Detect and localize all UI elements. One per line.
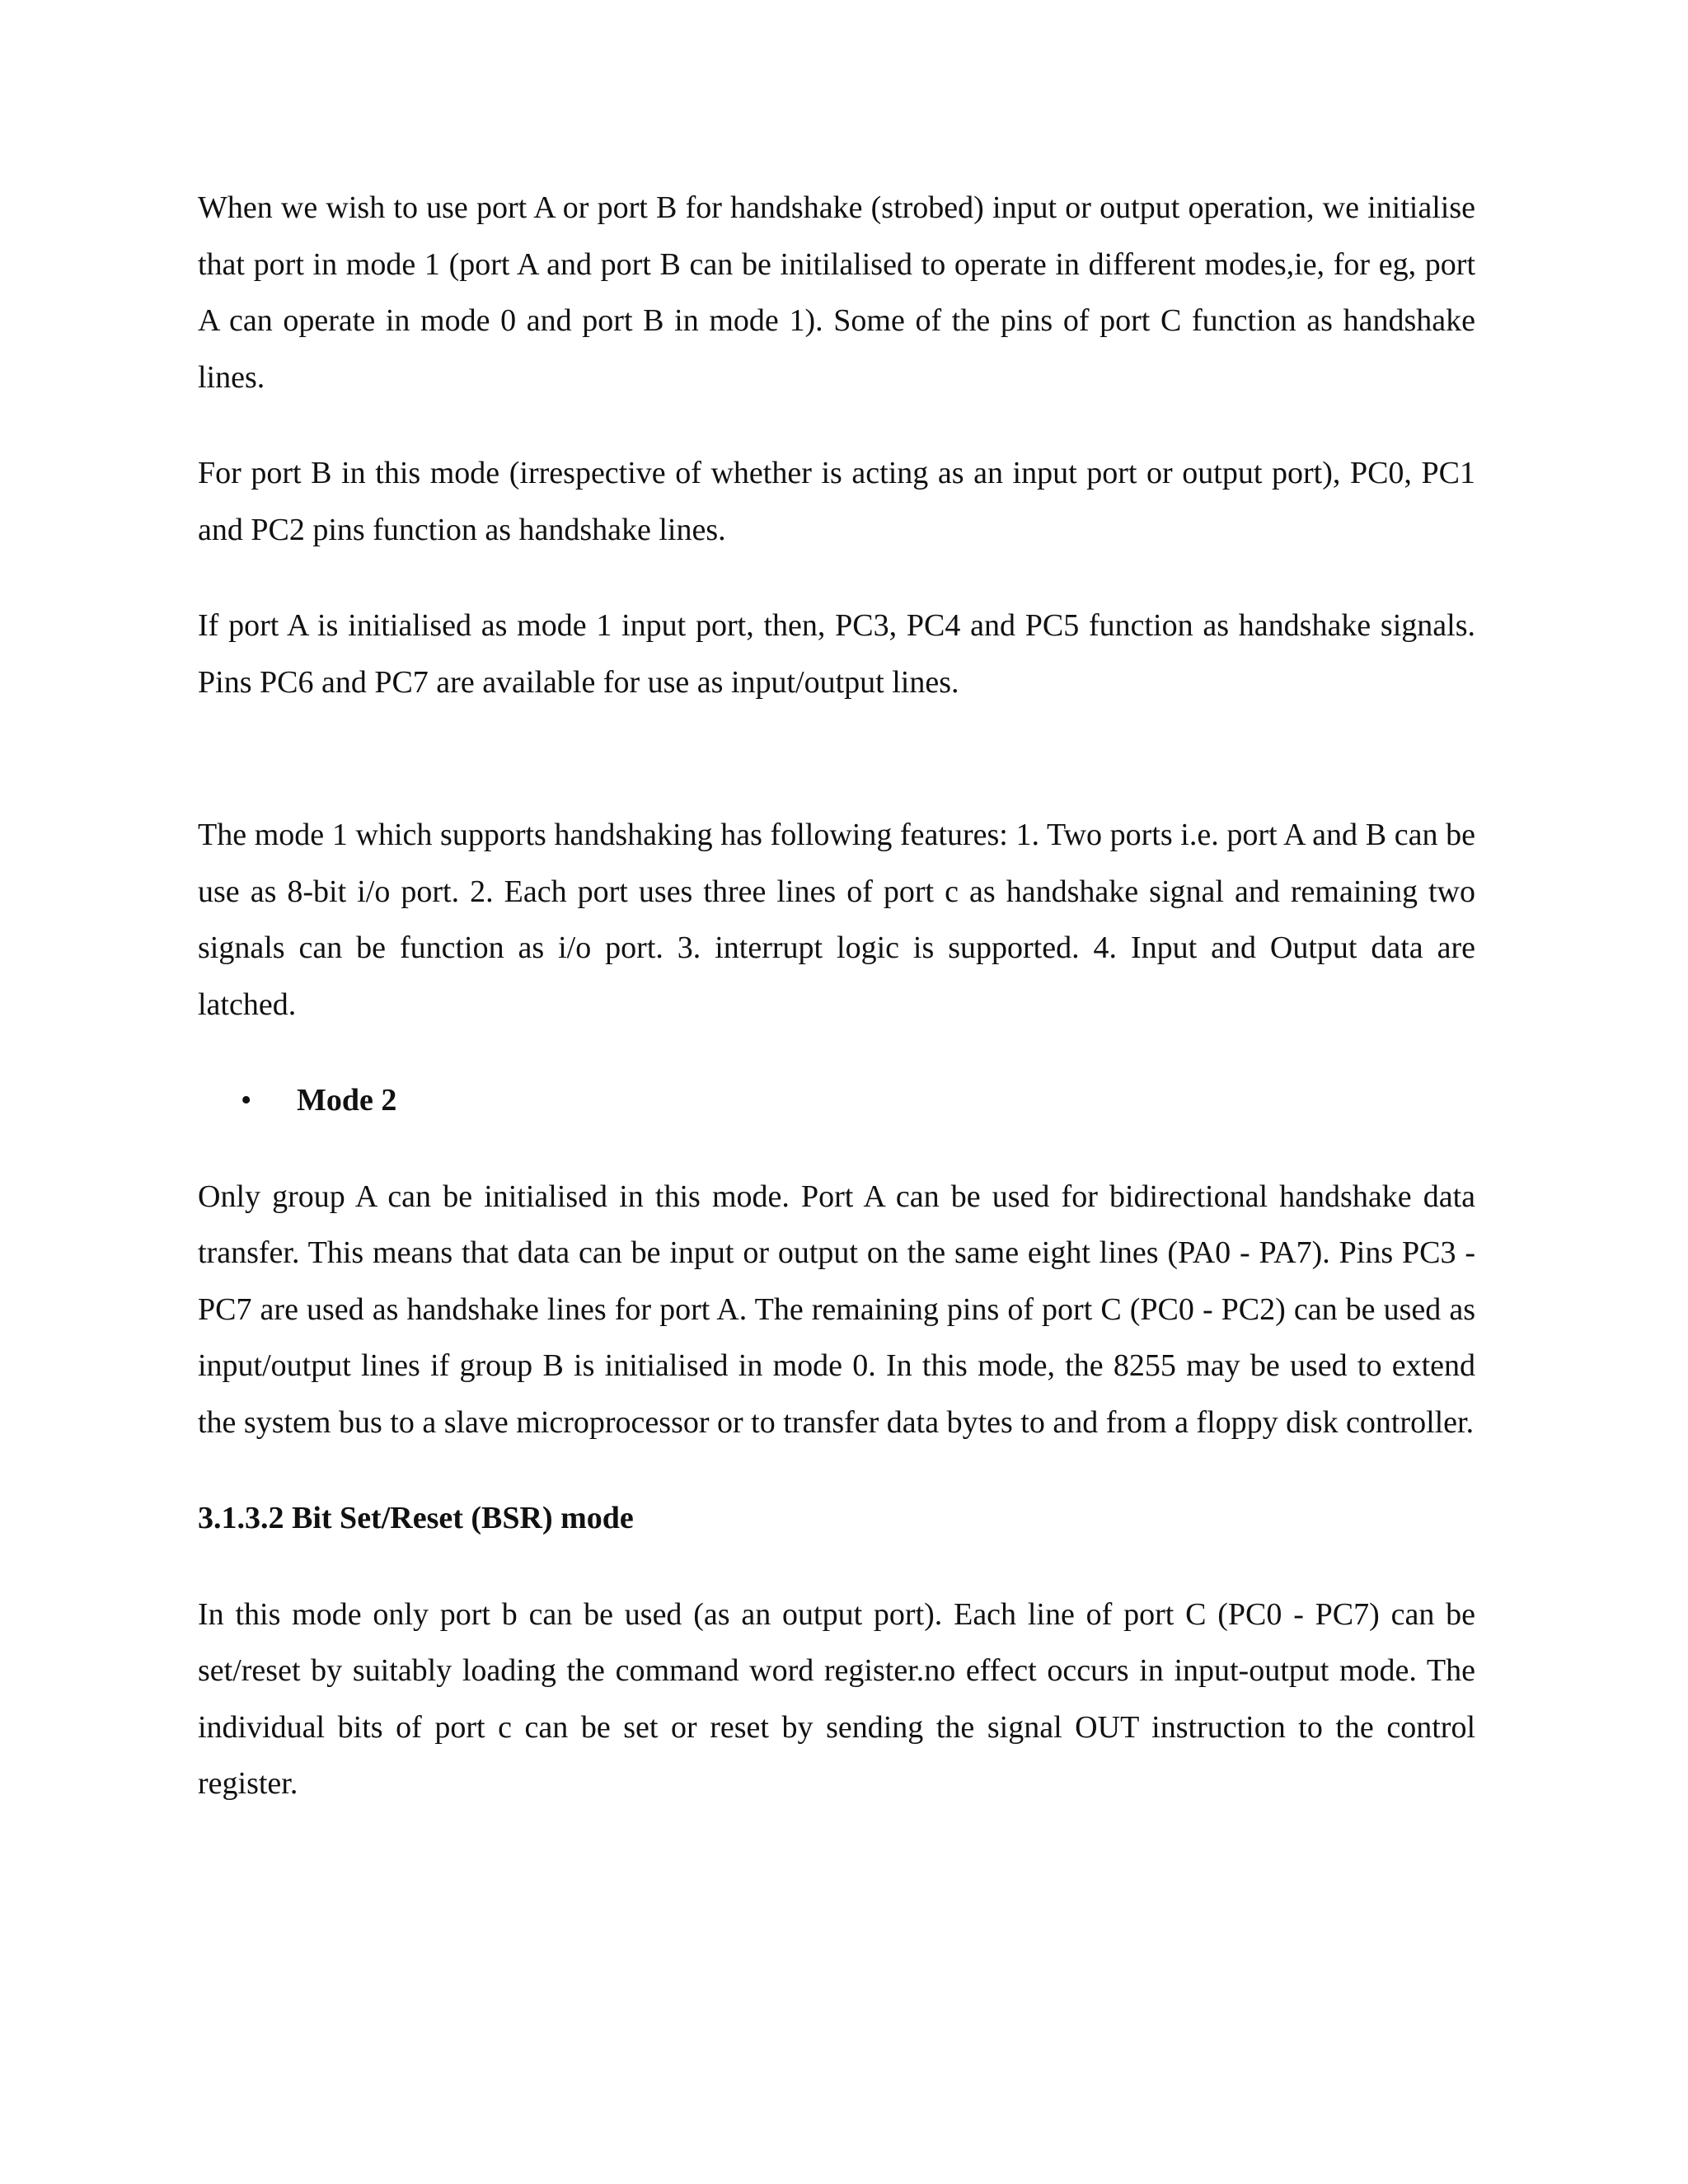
paragraph-bsr-mode: In this mode only port b can be used (as an output port). Each line of port C (PC0 - PC7) can be set/reset by suitably loading the command word register.no effect occurs in input-output mode. The individual bits of port c can be set or reset by sending the signal OUT instruction to the control register. [198,1596,1475,1801]
paragraph-mode1-features: The mode 1 which supports handshaking has following features: 1. Two ports i.e. port A and B can be use as 8-bit i/o port. 2. Each port uses three lines of port c as handshake signal and remaining two signals can be function as i/o port. 3. interrupt logic is supported. 4. Input and Output data are latched. [198,818,1475,1022]
bullet-label: Mode 2 [297,1083,397,1118]
paragraph-mode2: Only group A can be initialised in this mode. Port A can be used for bidirectional handshake data transfer. This means that data can be input or output on the same eight lines (PA0 - PA7). Pins PC3 - PC7 are used as handshake lines for port A. The remaining pins of port C (PC0 - PC2) can be used as input/output lines if group B is initialised in mode 0. In this mode, the 8255 may be used to extend the system bus to a slave microprocessor or to transfer data bytes to and from a floppy disk controller. [198,1179,1475,1440]
bullet-icon: • [241,1083,252,1118]
paragraph-port-b: For port B in this mode (irrespective of whether is acting as an input port or output port), PC0, PC1 and PC2 pins function as handshake lines. [198,456,1475,547]
document-page [198,180,1475,1812]
paragraph-mode1-intro: When we wish to use port A or port B for handshake (strobed) input or output operation, we initialise that port in mode 1 (port A and port B can be initilalised to operate in different modes,ie, for eg, port A can operate in mode 0 and port B in mode 1). Some of the pins of port C function as handshake lines. [198,190,1475,395]
bullet-item-mode2 [198,1072,1475,1129]
section-heading: 3.1.3.2 Bit Set/Reset (BSR) mode [198,1501,634,1535]
paragraph-port-a: If port A is initialised as mode 1 input port, then, PC3, PC4 and PC5 function as handshake signals. Pins PC6 and PC7 are available for use as input/output lines. [198,608,1475,700]
